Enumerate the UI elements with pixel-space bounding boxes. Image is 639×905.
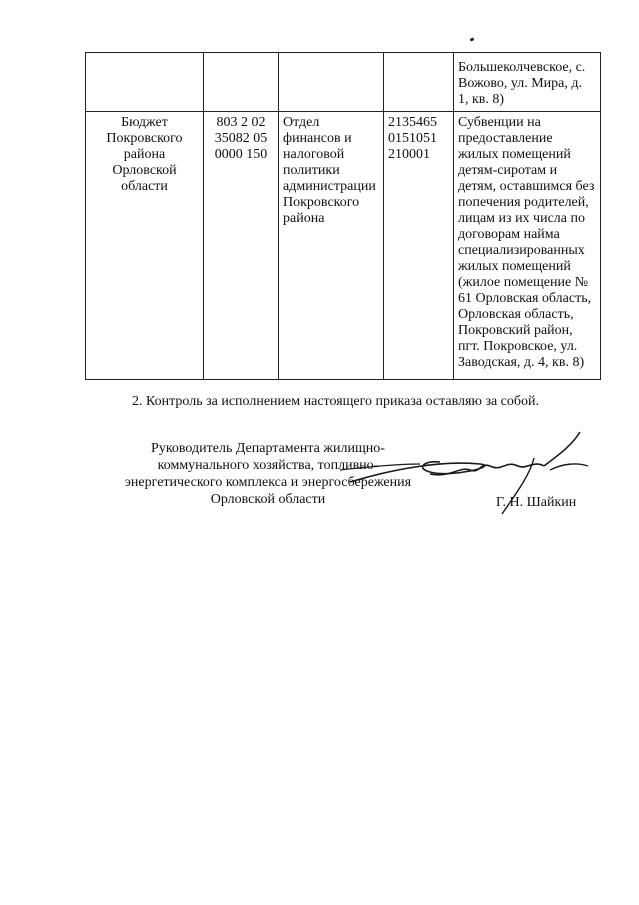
cell-admin: Отдел финансов и налоговой политики администрации Покровского района [279, 112, 384, 380]
cell-budget: Бюджет Покровского района Орловской области [86, 112, 204, 380]
cell-code [204, 53, 279, 112]
signatory-name: Г. Н. Шайкин [496, 495, 577, 510]
cell-code: 803 2 02 35082 05 0000 150 [204, 112, 279, 380]
cell-budget [86, 53, 204, 112]
cell-kbk [384, 53, 454, 112]
budget-table [85, 52, 601, 380]
clause-2: 2. Контроль за исполнением настоящего приказа оставляю за собой. [132, 394, 540, 409]
cell-purpose: Субвенции на предоставление жилых помещений детям-сиротам и детям, оставшимся без попечения родителей, лицам из их числа по договорам найма специализированных жилых помещений (жилое помещение № 61 Орловская область, Орловская область, Покровский район, пгт. Покровское, ул. Заводская, д. 4, кв. 8) [454, 112, 601, 380]
signatory-position: Руководитель Департамента жилищно- коммунального хозяйства, топливно- энергетического комплекса и энергосбережения Орловской области [124, 441, 412, 507]
table-row [86, 53, 601, 112]
table-row [86, 112, 601, 380]
scan-speck [470, 37, 475, 42]
cell-kbk: 2135465 0151051 210001 [384, 112, 454, 380]
cell-admin [279, 53, 384, 112]
cell-purpose: Большеколчевское, с. Вожово, ул. Мира, д. 1, кв. 8) [454, 53, 601, 112]
